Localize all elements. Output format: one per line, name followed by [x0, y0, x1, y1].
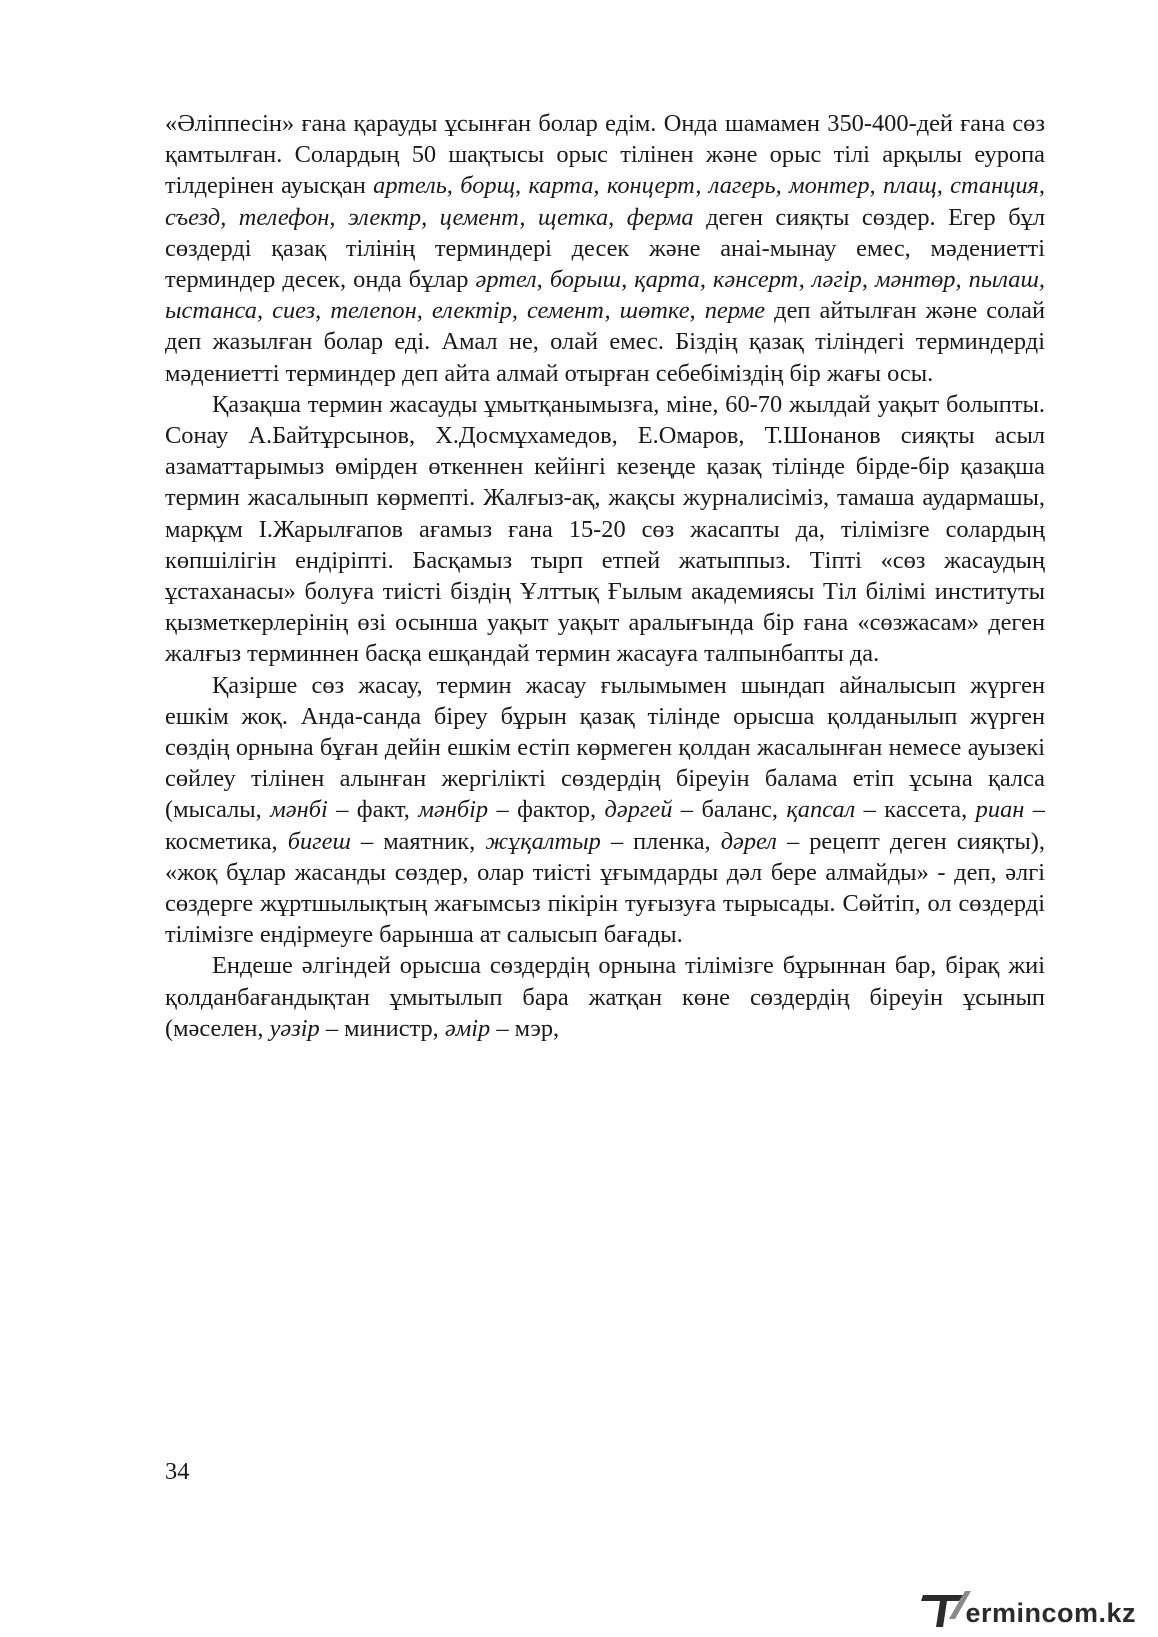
- text-run: – факт,: [327, 796, 419, 824]
- text-run: деп айтылған және солай деп жазылған болар еді. Амал не, олай емес. Біздің қазақ тіліндегі терминдерді мәдениетті терминдер деп айта алмай отырған себебіміздің бір жағы осы.: [165, 297, 1045, 387]
- page-number: 34: [165, 1458, 190, 1485]
- text-run: Ендеше әлгіндей орысша сөздердің орнына тілімізге бұрыннан бар, бірақ жиі қолданбағандықтан ұмытылып бара жатқан көне сөздердің біреуін ұсынып (мәселен,: [165, 952, 1045, 1042]
- termincom-watermark: [919, 1587, 1136, 1631]
- text-run: – маятник,: [350, 827, 486, 855]
- text-run: – косметика,: [165, 796, 1045, 855]
- text-run: – рецепт деген сияқты), «жоқ бұлар жасанды сөздер, олар тиісті ұғымдарды дәл бере алмайды» - деп, әлгі сөздерге жұртшылықтың жағымсыз пікірін туғызуға тырысады. Сөйтіп, ол сөздерді тілімізге ендірмеуге барынша ат салысып бағады.: [165, 827, 1045, 949]
- italic-term: мәнбір: [418, 796, 489, 824]
- italic-term: дәргей: [604, 796, 673, 824]
- text-run: Қазақша термин жасауды ұмытқанымызға, міне, 60-70 жылдай уақыт болыпты. Сонау А.Байтұрсынов, Х.Досмұхамедов, Е.Омаров, Т.Шонанов сияқты асыл азаматтарымыз өмірден өткеннен кейінгі кезеңде қазақ тілінде бірде-бір қазақша термин жасалынып көрмепті. Жалғыз-ақ, жақсы журналисіміз, тамаша аудармашы, марқұм І.Жарылғапов ағамыз ғана 15-20 сөз жасапты да, тілімізге солардың көпшілігін ендіріпті. Басқамыз тырп етпей жатыппыз. Тіпті «сөз жасаудың ұстаханасы» болуға тиісті біздің Ұлттық Ғылым академиясы Тіл білімі институты қызметкерлерінің өзі осынша уақыт уақыт аралығында бір ғана «сөзжасам» деген жалғыз терминнен басқа ешқандай термин жасауға талпынбапты да.: [165, 390, 1045, 668]
- paragraph-3: [165, 670, 1045, 951]
- italic-term: қапсал: [786, 796, 856, 824]
- italic-term: әмір: [444, 1014, 491, 1042]
- text-run: Қазірше сөз жасау, термин жасау ғылымымен шындап айналысып жүрген ешкім жоқ. Анда-санда біреу бұрын қазақ тілінде орысша қолданылып жүрген сөздің орнына бұған дейін ешкім естіп көрмеген қолдан жасалынған немесе ауызекі сөйлеу тілінен алынған жергілікті сөздердің біреуін балама етіп ұсына қалса (мысалы,: [165, 671, 1045, 824]
- text-run: – пленка,: [600, 827, 721, 855]
- paragraph-4: [165, 950, 1045, 1044]
- italic-term: мәнбі: [270, 796, 328, 824]
- text-run: – кассета,: [855, 796, 976, 824]
- italic-term: дәрел: [720, 827, 777, 855]
- italic-term: уәзір: [269, 1014, 320, 1042]
- text-run: – фактор,: [488, 796, 605, 824]
- text-run: «Әліппесін» ғана қарауды ұсынған болар едім. Онда шамамен 350-400-дей ғана сөз қамтылған. Солардың 50 шақтысы орыс тілінен және орыс тілі арқылы еуропа тілдерінен ауысқан: [165, 110, 1045, 200]
- italic-term: әртел, борыш, қарта, кәнсерт, ләгір, мәнтөр, пылаш, ыстанса, сиез, телепон, електір, семент, шөтке, перме: [165, 266, 1045, 325]
- italic-term: артель, борщ, карта, концерт, лагерь, монтер, плащ, станция, съезд, телефон, электр, цемент, щетка, ферма: [165, 172, 1045, 231]
- text-run: – мэр,: [490, 1014, 560, 1042]
- italic-term: риан: [975, 796, 1025, 824]
- italic-term: бигеш: [287, 827, 351, 855]
- text-run: деген сияқты сөздер. Егер бұл сөздерді қазақ тілінің терминдері десек және анаі-мынау емес, мәдениетті терминдер десек, онда бұлар: [165, 203, 1045, 294]
- italic-term: жұқалтыр: [485, 827, 601, 855]
- paragraph-2: [165, 389, 1045, 670]
- paragraph-1: [165, 108, 1045, 389]
- page-body: [165, 108, 1045, 1044]
- text-run: – баланс,: [672, 796, 787, 824]
- text-run: – министр,: [319, 1014, 445, 1042]
- watermark-text: ermincom.kz: [965, 1598, 1136, 1628]
